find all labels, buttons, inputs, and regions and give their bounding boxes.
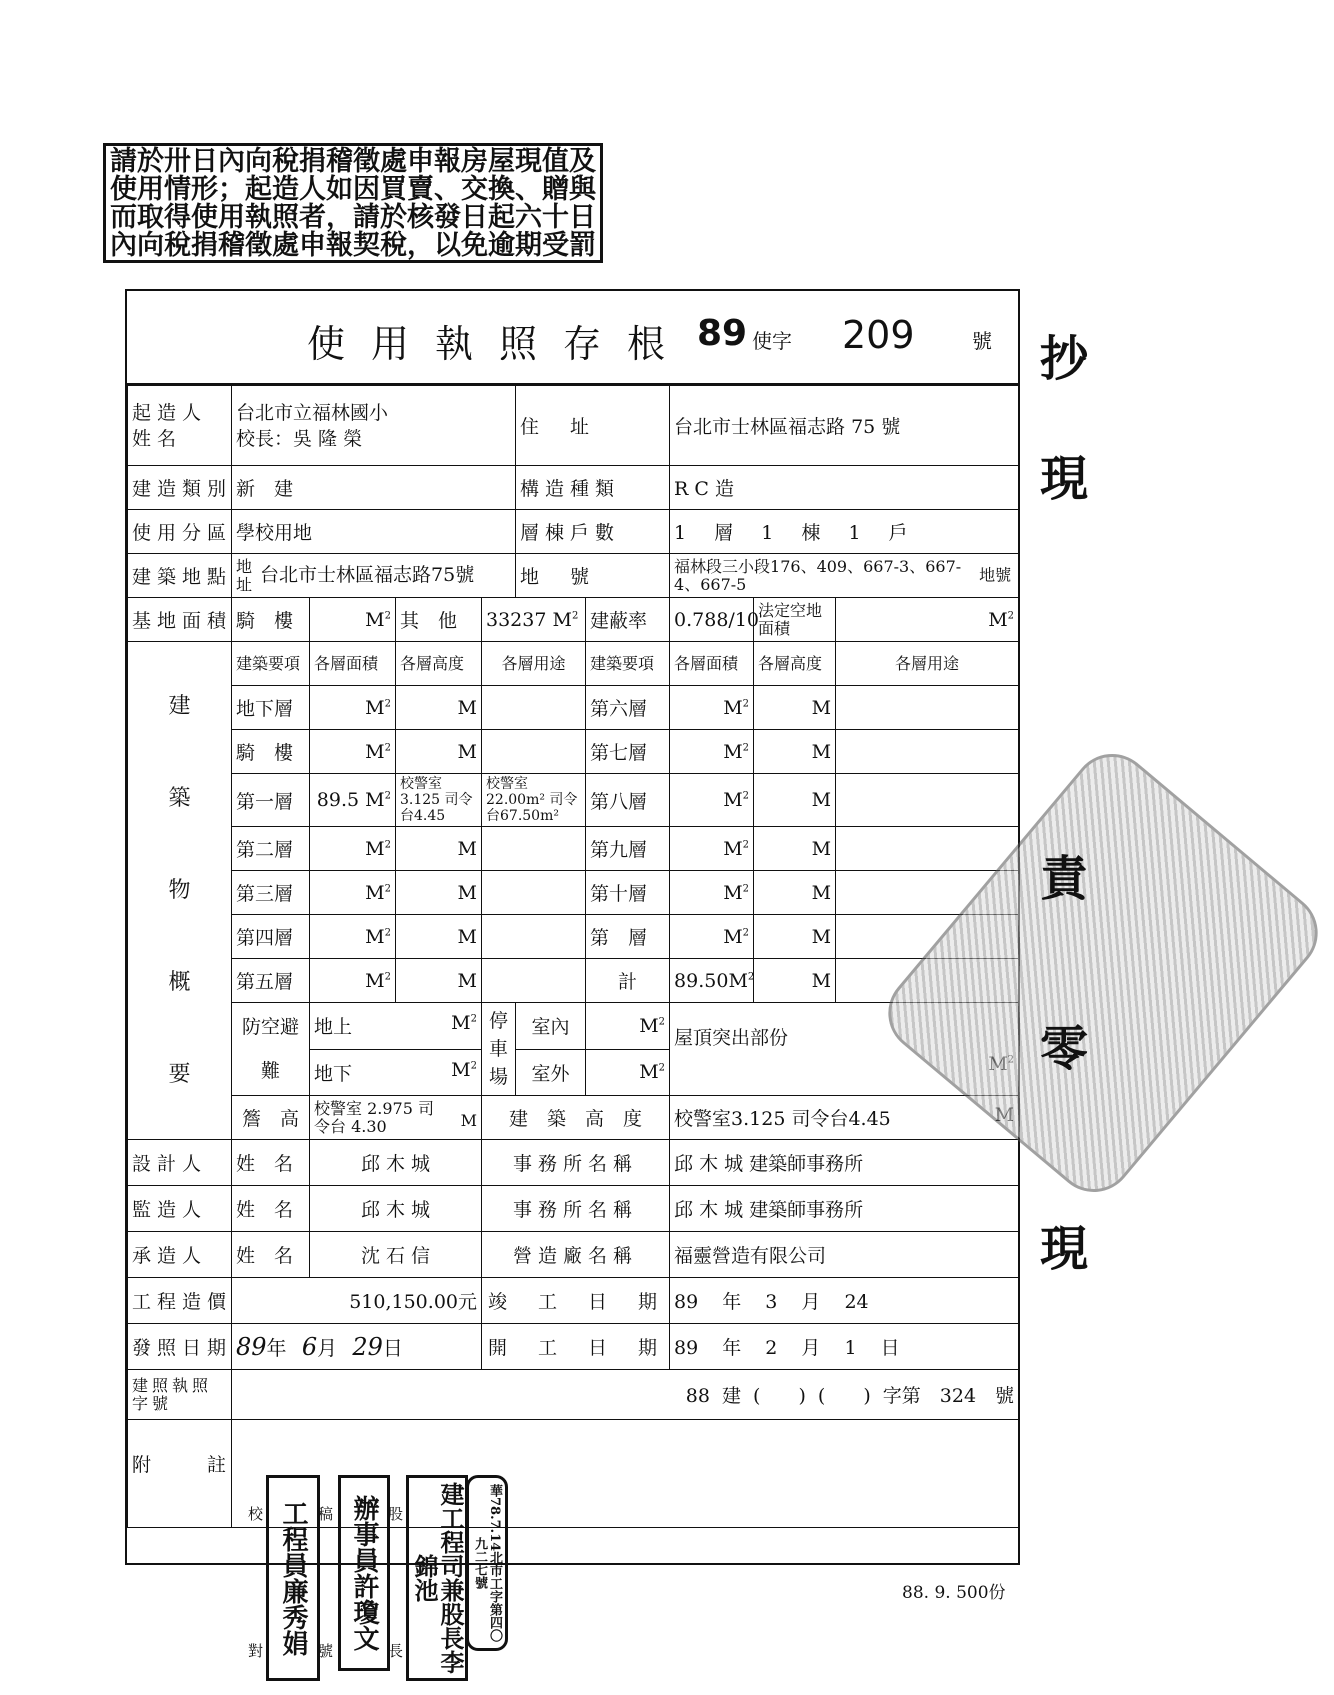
floor-area: $M^2$ (310, 915, 396, 959)
parking-label: 停車場 (482, 1003, 516, 1096)
floor-name: 第九層 (586, 827, 670, 871)
below-ground: 地下 $M^2$ (310, 1049, 482, 1096)
floor-name: 第三層 (232, 871, 310, 915)
floor-area: $M^2$ (310, 871, 396, 915)
floor-height: M (754, 959, 836, 1003)
floor-height: M (754, 774, 836, 827)
col-use-header: 各層用途 (836, 642, 1019, 686)
floors-count: 1 (674, 522, 687, 544)
title-text: 使用執照存根 (307, 322, 692, 366)
unit-m: M (988, 608, 1008, 631)
floor-height: M (396, 730, 482, 774)
other-area: 33237 $M^2$ (482, 598, 586, 642)
floor-height: M (754, 827, 836, 871)
units-label: 層棟戶數 (516, 510, 670, 554)
floor-height: M (396, 959, 482, 1003)
above-ground: 地上 $M^2$ (310, 1003, 482, 1050)
contractor-label: 承造人 (128, 1232, 232, 1278)
supervisor-name: 邱 木 城 (310, 1186, 482, 1232)
cost-label: 工程造價 (128, 1278, 232, 1324)
permit-number-ref: 88 建 ( ) ( ) 字第 324 號 (232, 1370, 1019, 1420)
col-height-header: 各層高度 (754, 642, 836, 686)
complete-label: 竣 工 日 期 (482, 1278, 670, 1324)
seal-registration: 華78.7.14北市工字第四〇九二七號 (466, 1475, 508, 1651)
form-grid (127, 385, 1019, 1528)
air-raid-label: 防空避難 (232, 1003, 310, 1096)
builder-name-line1: 台北市立福林國小 (236, 401, 389, 424)
floor-height: M (754, 730, 836, 774)
designer-label: 設計人 (128, 1140, 232, 1186)
other-area-value: 33237 (486, 608, 547, 631)
supervisor-label: 監造人 (128, 1186, 232, 1232)
coverage-value: 0.788/10 (670, 598, 754, 642)
floor-area: $M^2$ (670, 730, 754, 774)
lot-suffix: 地號 (979, 565, 1012, 584)
notice-line: 請於卅日內向稅捐稽徵處申報房屋現值及 (110, 146, 596, 177)
floor-name: 第一層 (232, 774, 310, 827)
name-label: 姓 名 (232, 1232, 310, 1278)
seal-role: 稿 (318, 1505, 334, 1523)
open-space-value: $M^2$ (836, 598, 1019, 642)
lot-value: 福林段三小段176、409、667-3、667-4、667-5 (674, 556, 962, 594)
outdoor-area: $M^2$ (586, 1049, 670, 1096)
arcade-label: 騎 樓 (232, 598, 310, 642)
contractor-firm: 福靈營造有限公司 (670, 1232, 1019, 1278)
building-section-label: 建 築 物 概 要 (128, 642, 232, 1140)
floor-area: $M^2$ (310, 730, 396, 774)
col-area-header: 各層面積 (670, 642, 754, 686)
start-label: 開 工 日 期 (482, 1324, 670, 1370)
seal-engineer: 工程員廉秀娟 (266, 1475, 320, 1681)
floor-name: 第五層 (232, 959, 310, 1003)
designer-office: 邱 木 城 建築師事務所 (670, 1140, 1019, 1186)
builder-name (232, 386, 516, 466)
eave-height: 校警室 2.975 司令台 4.30 M (310, 1096, 482, 1140)
col-item-header: 建築要項 (586, 642, 670, 686)
floor-area: $89.50M^2$ (670, 959, 754, 1003)
unit-m: M (365, 608, 385, 631)
eave-label: 簷 高 (232, 1096, 310, 1140)
address-label: 住 址 (516, 386, 670, 466)
cost-value: 510,150.00元 (232, 1278, 482, 1324)
floor-height: M (754, 871, 836, 915)
location-label: 建築地點 (128, 554, 232, 598)
address-sub-label: 地址 (236, 556, 253, 594)
floor-use (836, 827, 1019, 871)
floor-name: 第八層 (586, 774, 670, 827)
households-count: 1 (848, 522, 861, 544)
floor-use (482, 730, 586, 774)
location-address (232, 554, 516, 598)
seal-clerk: 辦事員許瓊文 (338, 1475, 390, 1671)
floor-use (482, 827, 586, 871)
buildings-unit: 棟 (801, 522, 821, 544)
floor-name: 第六層 (586, 686, 670, 730)
floor-height: M (396, 871, 482, 915)
households-unit: 戶 (888, 522, 908, 544)
floor-name: 第七層 (586, 730, 670, 774)
name-label: 姓 名 (232, 1140, 310, 1186)
floor-height: M (396, 827, 482, 871)
issue-label: 發照日期 (128, 1324, 232, 1370)
col-height-header: 各層高度 (396, 642, 482, 686)
floor-use (482, 871, 586, 915)
lot-number (670, 554, 1019, 598)
floors-unit: 層 (714, 522, 734, 544)
site-area-label: 基地面積 (128, 598, 232, 642)
floor-use: 校警室22.00m² 司令台67.50m² (482, 774, 586, 827)
name-label: 姓 名 (232, 1186, 310, 1232)
form-title (127, 291, 1018, 385)
designer-name: 邱 木 城 (310, 1140, 482, 1186)
roof-protrusion: 屋頂突出部份 (670, 1003, 1019, 1096)
outdoor-label: 室外 (516, 1049, 586, 1096)
title-prefix: 使字 (752, 329, 792, 353)
other-label: 其 他 (396, 598, 482, 642)
side-char: 零 (1040, 1021, 1089, 1077)
side-char: 責 (1040, 851, 1089, 907)
seal-role: 股 (388, 1505, 404, 1523)
tax-notice (103, 143, 603, 263)
side-char: 現 (1040, 451, 1089, 507)
construction-type: 新 建 (232, 466, 516, 510)
issue-year: 89 (236, 1333, 267, 1361)
seal-role: 長 (388, 1642, 404, 1660)
builder-label: 起造人姓名 (128, 386, 232, 466)
floor-area: $M^2$ (310, 959, 396, 1003)
supervisor-office: 邱 木 城 建築師事務所 (670, 1186, 1019, 1232)
zone-value: 學校用地 (232, 510, 516, 554)
col-use-header: 各層用途 (482, 642, 586, 686)
buildings-count: 1 (761, 522, 774, 544)
office-label: 事務所名稱 (482, 1186, 670, 1232)
floor-use (482, 686, 586, 730)
floor-use (836, 730, 1019, 774)
structure-type: R C 造 (670, 466, 1019, 510)
col-area-header: 各層面積 (310, 642, 396, 686)
issue-month: 6 (301, 1333, 318, 1361)
start-date: 89 年 2 月 1 日 (670, 1324, 1019, 1370)
office-label: 事務所名稱 (482, 1140, 670, 1186)
notice-line: 使用情形；起造人如因買賣、交換、贈與 (110, 174, 596, 205)
remark-label: 附 註 (128, 1420, 232, 1528)
arcade-area: $M^2$ (310, 598, 396, 642)
side-char: 現 (1040, 1221, 1089, 1277)
floor-name: 騎 樓 (232, 730, 310, 774)
permit-number: 209 (842, 313, 915, 357)
floor-use (482, 959, 586, 1003)
floor-height: M (754, 686, 836, 730)
floor-use (482, 915, 586, 959)
seal-role: 對 (248, 1642, 264, 1660)
floor-area: $M^2$ (670, 915, 754, 959)
lot-label: 地 號 (516, 554, 670, 598)
building-height-label: 建 築 高 度 (482, 1096, 670, 1140)
floor-area: $M^2$ (670, 774, 754, 827)
floor-use (836, 774, 1019, 827)
issue-day: 29 (352, 1333, 383, 1361)
zone-label: 使用分區 (128, 510, 232, 554)
side-char: 抄 (1040, 331, 1089, 387)
builder-address: 台北市士林區福志路 75 號 (670, 386, 1019, 466)
building-height-value: 校警室3.125 司令台4.45 (670, 1096, 1019, 1140)
floor-area: $M^2$ (310, 686, 396, 730)
structure-label: 構造種類 (516, 466, 670, 510)
seal-role: 號 (318, 1642, 334, 1660)
floor-name: 計 (586, 959, 670, 1003)
permit-label: 建照執照字號 (128, 1370, 232, 1420)
floor-height: M (754, 915, 836, 959)
col-item-header: 建築要項 (232, 642, 310, 686)
floor-area: 89.5 $M^2$ (310, 774, 396, 827)
floor-name: 地下層 (232, 686, 310, 730)
title-suffix: 號 (972, 329, 992, 353)
open-space-label: 法定空地面積 (754, 598, 836, 642)
floor-area: $M^2$ (670, 686, 754, 730)
floor-name: 第二層 (232, 827, 310, 871)
firm-label: 營造廠名稱 (482, 1232, 670, 1278)
coverage-label: 建蔽率 (586, 598, 670, 642)
type-label: 建造類別 (128, 466, 232, 510)
floor-height: 校警室3.125 司令台4.45 (396, 774, 482, 827)
floor-height: M (396, 915, 482, 959)
floor-area: $M^2$ (670, 871, 754, 915)
floor-name: 第 層 (586, 915, 670, 959)
seal-section-chief: 建工程司兼股長李錦池 (406, 1475, 468, 1681)
contractor-name: 沈 石 信 (310, 1232, 482, 1278)
notice-line: 內向稅捐稽徵處申報契稅，以免逾期受罰 (110, 230, 596, 261)
indoor-area: $M^2$ (586, 1003, 670, 1050)
floor-area: $M^2$ (310, 827, 396, 871)
title-year: 89 (697, 313, 748, 354)
location-address-value: 台北市士林區福志路75號 (260, 563, 475, 586)
notice-line: 而取得使用執照者，請於核發日起六十日 (110, 202, 596, 233)
unit-m: M (552, 608, 572, 631)
print-footer: 88. 9. 500份 (902, 1583, 1006, 1603)
floor-area: $M^2$ (670, 827, 754, 871)
complete-date: 89 年 3 月 24 (670, 1278, 1019, 1324)
issue-date: 89年 6月 29日 (232, 1324, 482, 1370)
floor-height: M (396, 686, 482, 730)
approval-seals (248, 1475, 528, 1690)
floor-name: 第四層 (232, 915, 310, 959)
floor-name: 第十層 (586, 871, 670, 915)
permit-form (125, 289, 1020, 1565)
builder-name-line2: 校長：吳 隆 榮 (236, 427, 363, 450)
indoor-label: 室內 (516, 1003, 586, 1050)
seal-role: 校 (248, 1505, 264, 1523)
floor-use (836, 686, 1019, 730)
units-value (670, 510, 1019, 554)
